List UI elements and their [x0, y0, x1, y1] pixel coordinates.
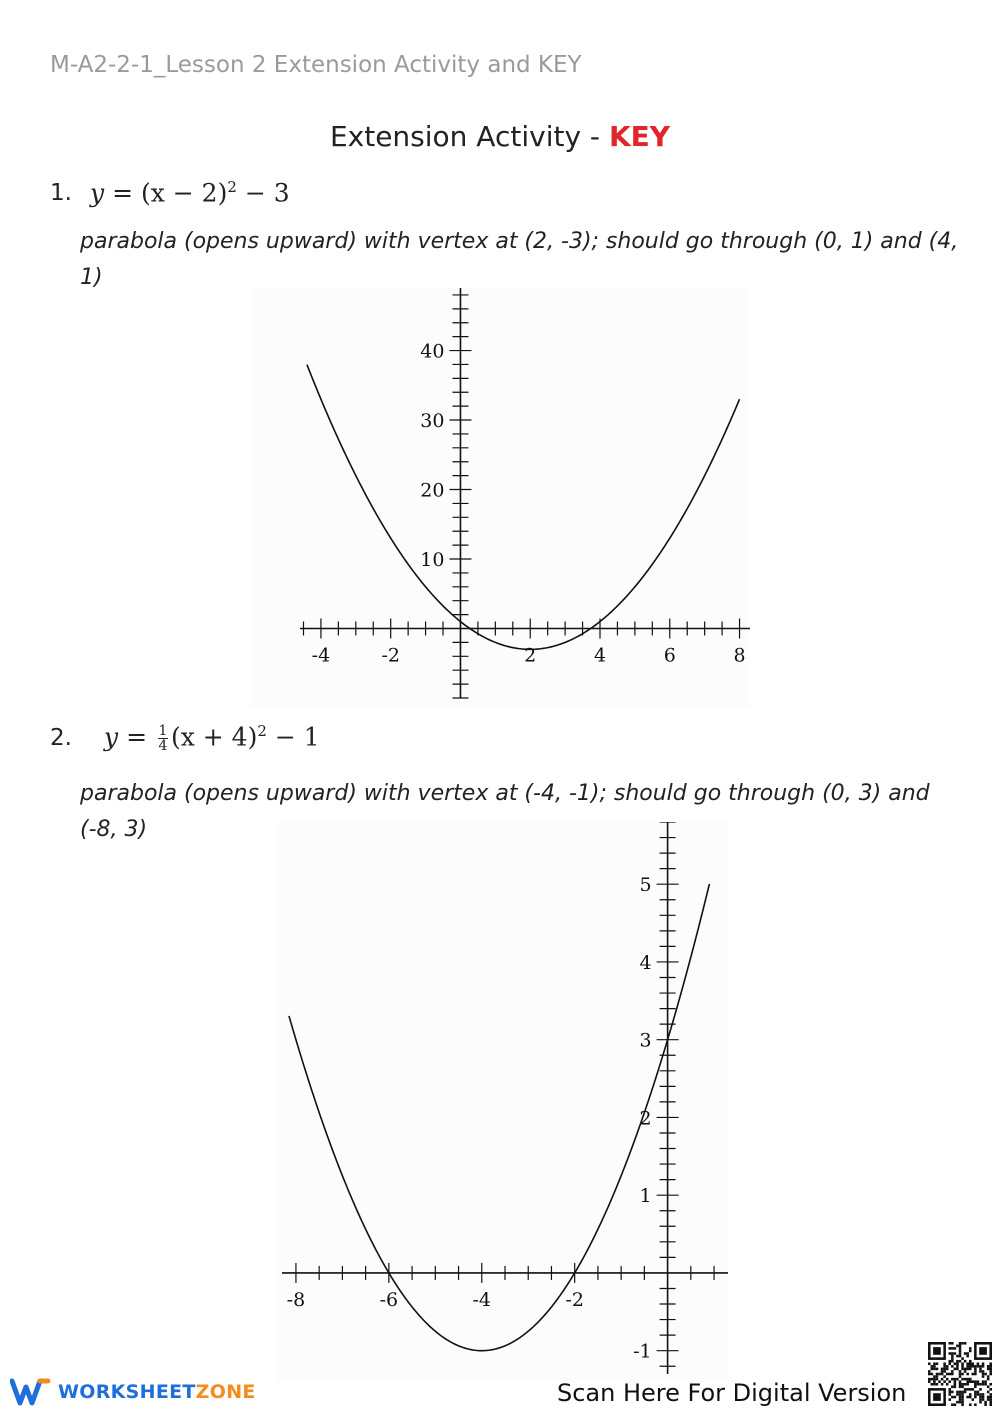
qr-module — [938, 1373, 941, 1376]
title-main: Extension Activity - — [329, 120, 609, 153]
qr-module — [951, 1396, 954, 1399]
qr-module — [989, 1388, 992, 1391]
qr-module — [972, 1373, 975, 1376]
x-tick-label: -4 — [311, 644, 331, 667]
qr-module — [931, 1365, 934, 1368]
qr-module — [969, 1388, 972, 1391]
qr-module — [933, 1375, 936, 1378]
qr-module — [928, 1373, 931, 1376]
y-tick-label: 5 — [639, 874, 652, 897]
qr-module — [951, 1357, 954, 1360]
qr-module — [951, 1378, 954, 1381]
qr-module — [943, 1370, 946, 1373]
qr-module — [951, 1342, 954, 1345]
qr-module — [936, 1383, 939, 1386]
question-1-equation: $y = (x - 2)^2 - 3$ — [90, 178, 290, 208]
qr-module — [987, 1378, 990, 1381]
question-1-number: 1. — [50, 180, 72, 206]
qr-module — [933, 1380, 936, 1383]
qr-module — [941, 1383, 944, 1386]
qr-module — [956, 1345, 959, 1348]
page-title — [0, 120, 1000, 153]
qr-module — [964, 1370, 967, 1373]
qr-module — [989, 1383, 992, 1386]
qr-module — [961, 1401, 964, 1404]
qr-module — [982, 1373, 985, 1376]
x-tick-label: -8 — [286, 1288, 306, 1311]
qr-module — [987, 1398, 990, 1401]
w-logo-icon — [10, 1377, 52, 1407]
qr-module — [959, 1383, 962, 1386]
qr-module — [931, 1383, 934, 1386]
qr-module — [948, 1362, 951, 1365]
qr-module — [969, 1365, 972, 1368]
qr-module — [979, 1396, 982, 1399]
qr-module — [943, 1362, 946, 1365]
question-2-description: parabola (opens upward) with vertex at (-4, -1); should go through (0, 3) and (-8, 3) — [80, 781, 930, 842]
qr-module — [989, 1368, 992, 1371]
qr-module — [982, 1396, 985, 1399]
x-tick-label: -2 — [381, 644, 400, 667]
qr-module — [966, 1383, 969, 1386]
qr-module — [964, 1352, 967, 1355]
qr-module — [951, 1352, 954, 1355]
qr-module — [977, 1391, 980, 1394]
qr-module — [969, 1378, 972, 1381]
qr-module — [989, 1365, 992, 1368]
qr-module — [987, 1368, 990, 1371]
qr-module — [943, 1375, 946, 1378]
qr-module — [948, 1342, 951, 1345]
qr-module — [954, 1386, 957, 1389]
qr-module — [959, 1386, 962, 1389]
x-tick-label: 6 — [663, 644, 676, 667]
qr-module — [982, 1365, 985, 1368]
qr-module — [954, 1378, 957, 1381]
qr-module — [966, 1378, 969, 1381]
qr-module — [959, 1342, 962, 1345]
qr-module — [941, 1378, 944, 1381]
qr-module — [933, 1368, 936, 1371]
qr-module — [966, 1352, 969, 1355]
qr-module — [948, 1393, 951, 1396]
qr-module — [938, 1380, 941, 1383]
qr-module — [948, 1388, 951, 1391]
qr-module — [979, 1393, 982, 1396]
qr-module — [974, 1386, 977, 1389]
qr-module — [951, 1347, 954, 1350]
qr-module — [961, 1368, 964, 1371]
qr-module — [989, 1398, 992, 1401]
qr-module — [982, 1383, 985, 1386]
qr-module — [946, 1373, 949, 1376]
qr-module — [959, 1373, 962, 1376]
qr-module — [928, 1362, 931, 1365]
qr-module — [931, 1373, 934, 1376]
qr-module — [959, 1391, 962, 1394]
qr-module — [959, 1355, 962, 1358]
qr-module — [959, 1370, 962, 1373]
qr-module — [959, 1398, 962, 1401]
qr-module — [941, 1373, 944, 1376]
qr-module — [951, 1391, 954, 1394]
qr-module — [979, 1383, 982, 1386]
qr-module — [972, 1398, 975, 1401]
qr-module — [961, 1391, 964, 1394]
qr-module — [989, 1373, 992, 1376]
qr-module — [928, 1378, 931, 1381]
qr-module — [966, 1368, 969, 1371]
qr-module — [933, 1365, 936, 1368]
qr-finder-core — [933, 1347, 941, 1355]
qr-module — [961, 1365, 964, 1368]
qr-module — [979, 1365, 982, 1368]
qr-module — [948, 1380, 951, 1383]
question-2-number: 2. — [50, 725, 72, 751]
qr-module — [989, 1362, 992, 1365]
qr-module — [977, 1362, 980, 1365]
qr-module — [943, 1368, 946, 1371]
qr-module — [969, 1368, 972, 1371]
qr-module — [964, 1388, 967, 1391]
qr-module — [966, 1362, 969, 1365]
qr-module — [959, 1401, 962, 1404]
qr-module — [948, 1391, 951, 1394]
qr-module — [956, 1368, 959, 1371]
qr-module — [989, 1370, 992, 1373]
qr-module — [969, 1396, 972, 1399]
qr-module — [954, 1396, 957, 1399]
qr-module — [972, 1388, 975, 1391]
qr-module — [956, 1391, 959, 1394]
qr-module — [972, 1362, 975, 1365]
qr-module — [979, 1370, 982, 1373]
graph-1 — [250, 288, 750, 708]
qr-module — [982, 1393, 985, 1396]
qr-module — [948, 1398, 951, 1401]
qr-module — [948, 1360, 951, 1363]
qr-module — [961, 1378, 964, 1381]
x-tick-label: 8 — [733, 644, 746, 667]
qr-module — [987, 1391, 990, 1394]
qr-module — [969, 1403, 972, 1406]
qr-module — [974, 1368, 977, 1371]
qr-module — [979, 1368, 982, 1371]
y-tick-label: 30 — [420, 410, 445, 433]
qr-module — [959, 1352, 962, 1355]
qr-module — [969, 1350, 972, 1353]
qr-module — [951, 1403, 954, 1406]
qr-module — [984, 1373, 987, 1376]
title-key: KEY — [608, 120, 671, 153]
qr-module — [974, 1373, 977, 1376]
qr-module — [946, 1378, 949, 1381]
qr-module — [954, 1362, 957, 1365]
qr-module — [974, 1396, 977, 1399]
qr-module — [982, 1370, 985, 1373]
qr-module — [928, 1370, 931, 1373]
qr-module — [969, 1393, 972, 1396]
qr-finder-core — [979, 1347, 987, 1355]
qr-module — [984, 1403, 987, 1406]
qr-module — [959, 1380, 962, 1383]
qr-module — [972, 1365, 975, 1368]
qr-module — [959, 1350, 962, 1353]
qr-module — [987, 1375, 990, 1378]
y-tick-label: 20 — [420, 479, 445, 502]
qr-module — [966, 1380, 969, 1383]
qr-module — [954, 1347, 957, 1350]
qr-module — [974, 1370, 977, 1373]
qr-module — [977, 1365, 980, 1368]
qr-module — [936, 1368, 939, 1371]
qr-module — [946, 1365, 949, 1368]
qr-module — [956, 1393, 959, 1396]
qr-module — [977, 1380, 980, 1383]
qr-module — [987, 1386, 990, 1389]
qr-module — [987, 1365, 990, 1368]
qr-module — [931, 1378, 934, 1381]
qr-module — [961, 1403, 964, 1406]
y-tick-label: -1 — [633, 1340, 652, 1363]
qr-module — [951, 1355, 954, 1358]
qr-module — [964, 1360, 967, 1363]
qr-module — [964, 1383, 967, 1386]
qr-module — [948, 1352, 951, 1355]
qr-module — [984, 1401, 987, 1404]
qr-module — [956, 1378, 959, 1381]
x-tick-label: 2 — [524, 644, 537, 667]
fraction-one-quarter: $\frac{1}{4}$ — [158, 723, 168, 755]
qr-module — [956, 1355, 959, 1358]
qr-module — [961, 1357, 964, 1360]
qr-module — [961, 1362, 964, 1365]
y-tick-label: 2 — [639, 1107, 652, 1130]
qr-module — [964, 1368, 967, 1371]
qr-module — [954, 1380, 957, 1383]
qr-finder-core — [933, 1393, 941, 1401]
qr-module — [982, 1362, 985, 1365]
y-tick-label: 40 — [420, 340, 445, 363]
qr-module — [966, 1355, 969, 1358]
qr-module — [933, 1362, 936, 1365]
qr-module — [987, 1396, 990, 1399]
qr-module — [961, 1396, 964, 1399]
qr-module — [961, 1393, 964, 1396]
qr-module — [961, 1386, 964, 1389]
qr-module — [928, 1380, 931, 1383]
qr-module — [979, 1401, 982, 1404]
y-tick-label: 1 — [639, 1185, 652, 1208]
qr-module — [951, 1370, 954, 1373]
qr-module — [948, 1373, 951, 1376]
qr-module — [951, 1365, 954, 1368]
x-tick-label: -4 — [472, 1288, 492, 1311]
qr-module — [966, 1373, 969, 1376]
qr-module — [984, 1383, 987, 1386]
qr-module — [964, 1391, 967, 1394]
qr-module — [931, 1368, 934, 1371]
qr-module — [989, 1401, 992, 1404]
qr-module — [969, 1360, 972, 1363]
question-1-description: parabola (opens upward) with vertex at (2, -3); should go through (0, 1) and (4, 1) — [80, 229, 959, 290]
qr-module — [936, 1375, 939, 1378]
qr-module — [974, 1393, 977, 1396]
qr-module — [954, 1352, 957, 1355]
qr-module — [974, 1403, 977, 1406]
qr-module — [964, 1342, 967, 1345]
qr-module — [974, 1383, 977, 1386]
qr-module — [961, 1383, 964, 1386]
question-2-equation: y = $\frac{1}{4}$ $(x + 4)^2 - 1$ — [104, 722, 320, 755]
qr-module — [933, 1383, 936, 1386]
qr-module — [946, 1383, 949, 1386]
qr-module — [989, 1403, 992, 1406]
qr-module — [959, 1360, 962, 1363]
qr-module — [969, 1347, 972, 1350]
qr-module — [964, 1378, 967, 1381]
qr-module — [974, 1380, 977, 1383]
qr-module — [956, 1401, 959, 1404]
qr-module — [943, 1380, 946, 1383]
qr-module — [946, 1368, 949, 1371]
qr-module — [982, 1380, 985, 1383]
qr-module — [969, 1380, 972, 1383]
qr-module — [959, 1396, 962, 1399]
qr-module — [961, 1398, 964, 1401]
qr-module — [979, 1388, 982, 1391]
qr-module — [977, 1383, 980, 1386]
qr-module — [977, 1393, 980, 1396]
qr-module — [959, 1393, 962, 1396]
qr-module — [989, 1393, 992, 1396]
document-code: M-A2-2-1_Lesson 2 Extension Activity and KEY — [50, 52, 582, 78]
qr-module — [936, 1373, 939, 1376]
qr-module — [956, 1362, 959, 1365]
graph-2 — [278, 822, 728, 1382]
qr-module — [941, 1368, 944, 1371]
qr-module — [951, 1360, 954, 1363]
worksheetzone-logo: WORKSHEETZONE — [10, 1377, 256, 1407]
qr-module — [948, 1347, 951, 1350]
qr-module — [936, 1378, 939, 1381]
qr-module — [966, 1365, 969, 1368]
qr-module — [951, 1373, 954, 1376]
qr-module — [933, 1378, 936, 1381]
qr-module — [954, 1383, 957, 1386]
qr-module — [982, 1398, 985, 1401]
x-tick-label: 4 — [593, 644, 607, 667]
qr-module — [989, 1396, 992, 1399]
qr-module — [982, 1375, 985, 1378]
qr-module — [961, 1373, 964, 1376]
qr-module — [954, 1368, 957, 1371]
x-tick-label: -2 — [565, 1288, 584, 1311]
qr-module — [972, 1380, 975, 1383]
y-tick-label: 10 — [420, 549, 445, 572]
qr-module — [941, 1370, 944, 1373]
qr-code-icon[interactable] — [928, 1342, 992, 1406]
qr-module — [961, 1342, 964, 1345]
qr-module — [956, 1360, 959, 1363]
qr-module — [959, 1347, 962, 1350]
qr-module — [969, 1362, 972, 1365]
qr-module — [984, 1380, 987, 1383]
qr-module — [956, 1365, 959, 1368]
qr-module — [959, 1345, 962, 1348]
y-tick-label: 3 — [639, 1029, 652, 1052]
x-tick-label: -6 — [379, 1288, 399, 1311]
scan-text: Scan Here For Digital Version — [557, 1379, 907, 1407]
qr-module — [954, 1403, 957, 1406]
qr-module — [966, 1388, 969, 1391]
qr-module — [966, 1396, 969, 1399]
y-tick-label: 4 — [639, 951, 652, 974]
qr-module — [974, 1391, 977, 1394]
qr-module — [943, 1365, 946, 1368]
qr-module — [936, 1362, 939, 1365]
qr-module — [979, 1398, 982, 1401]
qr-module — [951, 1386, 954, 1389]
qr-module — [974, 1365, 977, 1368]
qr-module — [959, 1375, 962, 1378]
